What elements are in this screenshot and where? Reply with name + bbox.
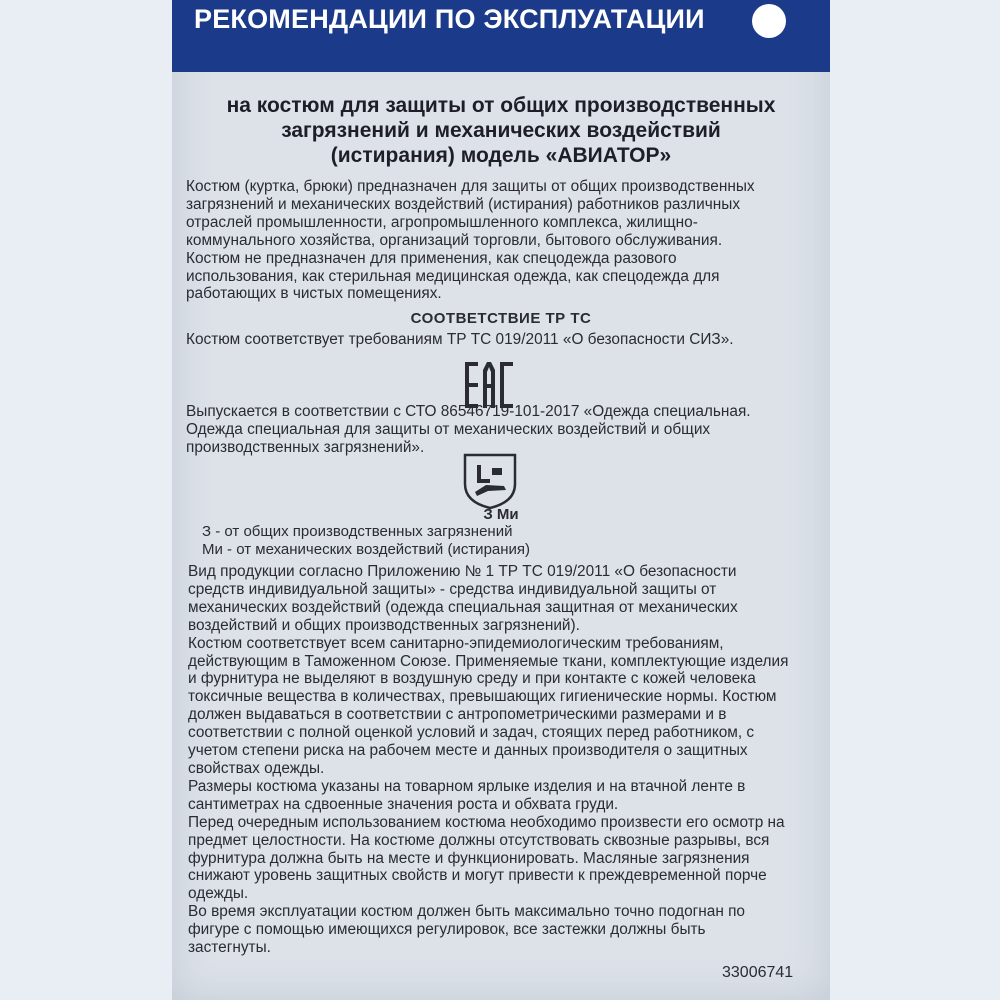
conformity-heading: СООТВЕТСТВИЕ ТР ТС (410, 310, 592, 327)
legend-item: З - от общих производственных загрязнений (202, 523, 513, 540)
instruction-card (172, 0, 830, 1000)
conformity-text: Костюм соответствует требованиям ТР ТС 019/2011 «О безопасности СИЗ». (186, 331, 734, 348)
protection-code: З Ми (483, 506, 519, 523)
legend-item: Ми - от механических воздействий (истирания) (202, 540, 531, 558)
protective-clothing-shield-icon (462, 452, 518, 510)
eac-mark-icon (465, 362, 515, 408)
standard-text: Выпускается в соответствии с СТО 86546719-101-2017 «Одежда специальная. Одежда специальная для защиты от механических воздействий и общих производственных загрязнений». (186, 403, 751, 456)
protection-legend (202, 523, 530, 558)
article-number: 33006741 (722, 964, 794, 981)
body-paragraph: Вид продукции согласно Приложению № 1 ТР ТС 019/2011 «О безопасности средств индивидуальной защиты» - средства индивидуальной защиты от механических воздействий (одежда специальная защитная от механических воздействий и общих производственных загрязнений). Костюм соответствует всем санитарно-эпидемиологическим требованиям, действующим в Таможенном Союзе. Применяемые ткани, комплектующие изделия и фурнитура не выделяют в воздушную среду и при контакте с кожей человека токсичные вещества в количествах, превышающих гигиенические нормы. Костюм должен выдаваться в соответствии с антропометрическими размерами и в соответствии с полной оценкой условий и задач, стоящих перед работником, с учетом степени риска на рабочем месте и данных производителя о защитных свойствах одежды. Размеры костюма указаны на товарном ярлыке изделия и на втачной ленте в сантиметрах на сдвоенные значения роста и обхвата груди. Перед очередным использованием костюма необходимо произвести его осмотр на предмет целостности. На костюме должны отсутствовать сквозные разрывы, вся фурнитура должна быть на месте и функционировать. Масляные загрязнения снижают уровень защитных свойств и могут привести к преждевременной порче одежды. Во время эксплуатации костюм должен быть максимально точно подогнан по фигуре с помощью имеющихся регулировок, все застежки должны быть застегнуты. (188, 563, 789, 957)
header-bar (172, 0, 830, 72)
product-subtitle: на костюм для защиты от общих производственных загрязнений и механических воздействий (истирания) модель «АВИАТОР» (226, 94, 776, 167)
intro-paragraph: Костюм (куртка, брюки) предназначен для защиты от общих производственных загрязнений и механических воздействий (истирания) работников различных отраслей промышленности, агропромышленного комплекса, жилищно- коммунального хозяйства, организаций торговли, бытового обслуживания. Костюм не предназначен для применения, как спецодежда разового использования, как стерильная медицинская одежда, как спецодежда для работающих в чистых помещениях. (186, 178, 755, 303)
header-title: РЕКОМЕНДАЦИИ ПО ЭКСПЛУАТАЦИИ (194, 4, 705, 34)
hang-hole (752, 4, 786, 38)
